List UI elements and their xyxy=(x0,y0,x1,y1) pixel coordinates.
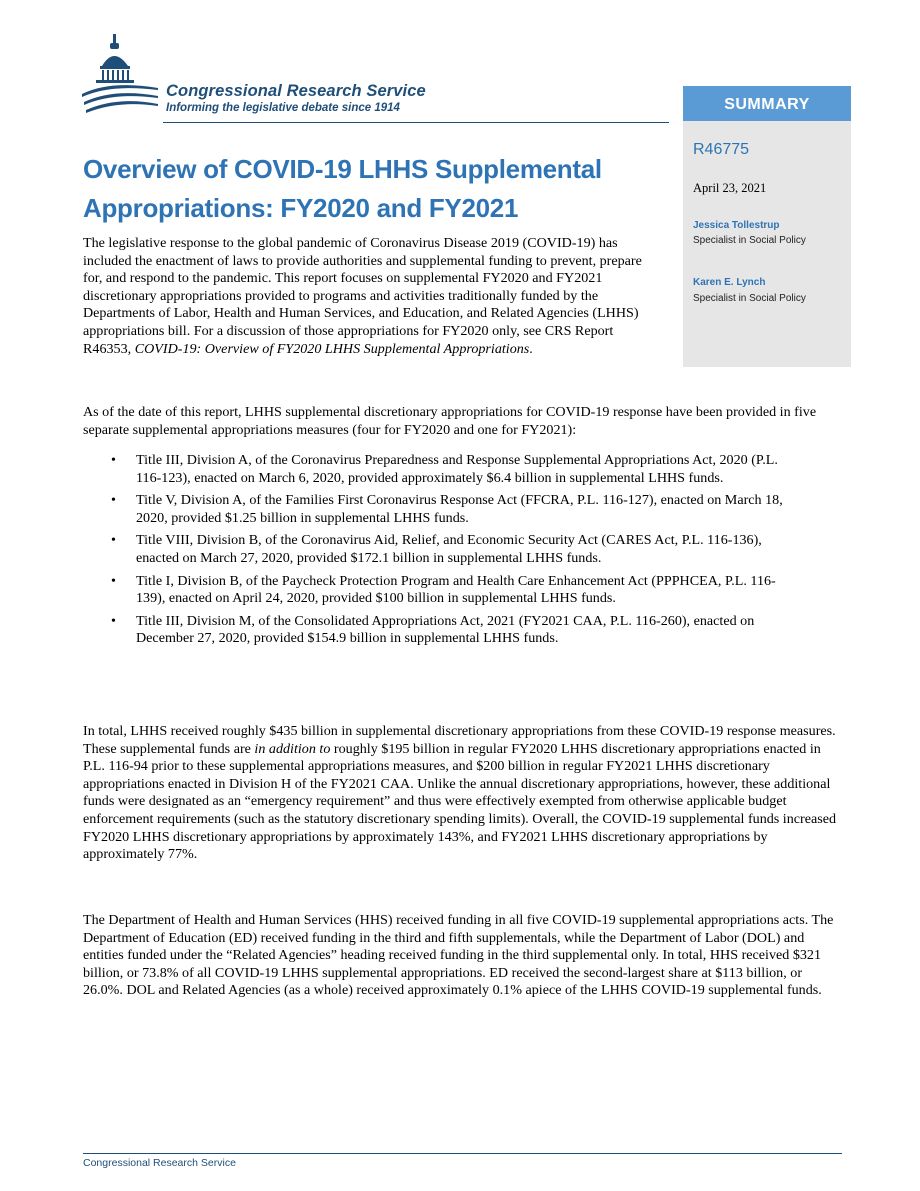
footer-divider xyxy=(83,1153,842,1154)
list-item: • Title V, Division A, of the Families First Coronavirus Response Act (FFCRA, P.L. 116-127), enacted on March 18, 2020, provided $1.25 billion in supplemental LHHS funds. xyxy=(111,492,791,527)
author-title: Specialist in Social Policy xyxy=(693,293,806,304)
list-item: • Title I, Division B, of the Paycheck Protection Program and Health Care Enhancement Act (PPPHCEA, P.L. 116-139), enacted on April 24, 2020, provided $100 billion in supplemental LHHS funds. xyxy=(111,573,791,608)
summary-heading: SUMMARY xyxy=(683,86,851,121)
measures-paragraph: As of the date of this report, LHHS supplemental discretionary appropriations for COVID-19 response have been provided in five separate supplemental appropriations measures (four for FY2020 and one for FY2021): xyxy=(83,404,817,438)
emphasis-text: in addition to xyxy=(254,740,331,757)
intro-paragraph: The legislative response to the global pandemic of Coronavirus Disease 2019 (COVID-19) has included the enactment of laws to provide authorities and supplemental funding to prevent, prepare for, and respond to the pandemic. This report focuses on supplemental FY2020 and FY2021 discretionary appropriations provided to programs and activities traditionally funded by the Departments of Labor, Health and Human Services, and Education, and Related Agencies (LHHS) appropriations bill. For a discussion of those appropriations for FY2020 only, see CRS Report R46353, COVID-19: Overview of FY2020 LHHS Supplemental Appropriations. xyxy=(83,235,642,357)
report-title-citation: COVID-19: Overview of FY2020 LHHS Supplemental Appropriations xyxy=(134,340,530,357)
header-divider xyxy=(163,122,669,123)
capitol-dome-icon xyxy=(80,32,160,122)
author-name: Karen E. Lynch xyxy=(693,277,766,288)
footer-org-name: Congressional Research Service xyxy=(83,1157,236,1169)
totals-paragraph: In total, LHHS received roughly $435 billion in supplemental discretionary appropriations from these COVID-19 response measures. These supplemental funds are in addition to roughly $195 billion in regular FY2020 LHHS discretionary appropriations enacted in P.L. 116-94 prior to these supplemental appropriations measures, and $200 billion in regular FY2021 LHHS discretionary appropriations enacted in Division H of the FY2021 CAA. Unlike the annual discretionary appropriations, however, these additional funds were designated as an “emergency requirement” and thus were effectively exempted from otherwise applicable budget enforcement requirements (such as the statutory discretionary spending limits). Overall, the COVID-19 supplemental funds increased FY2020 LHHS discretionary appropriations by approximately 143%, and FY2021 LHHS discretionary appropriations by approximately 77%. xyxy=(83,723,837,863)
author-title: Specialist in Social Policy xyxy=(693,235,806,246)
list-item: • Title VIII, Division B, of the Coronavirus Aid, Relief, and Economic Security Act (CARES Act, P.L. 116-136), enacted on March 27, 2020, provided $172.1 billion in supplemental LHHS funds. xyxy=(111,532,791,567)
page-title: Overview of COVID-19 LHHS Supplemental Appropriations: FY2020 and FY2021 xyxy=(83,154,602,223)
summary-sidebar xyxy=(683,86,851,367)
org-name: Congressional Research Service xyxy=(166,82,426,100)
org-tagline: Informing the legislative debate since 1914 xyxy=(166,102,400,114)
report-date: April 23, 2021 xyxy=(693,181,767,195)
report-number: R46775 xyxy=(693,141,750,158)
list-item: • Title III, Division M, of the Consolidated Appropriations Act, 2021 (FY2021 CAA, P.L. 116-260), enacted on December 27, 2020, provided $154.9 billion in supplemental LHHS funds. xyxy=(111,613,791,648)
department-paragraph: The Department of Health and Human Services (HHS) received funding in all five COVID-19 supplemental appropriations acts. The Department of Education (ED) received funding in the third and fifth supplementals, while the Department of Labor (DOL) and entities funded under the “Related Agencies” heading received funding in the third supplemental only. In total, HHS received $321 billion, or 73.8% of all COVID-19 LHHS supplemental appropriations. ED received the second-largest share at $113 billion, or 26.0%. DOL and Related Agencies (as a whole) received approximately 0.1% apiece of the LHHS COVID-19 supplemental funds. xyxy=(83,912,834,999)
list-item: • Title III, Division A, of the Coronavirus Preparedness and Response Supplemental Appropriations Act, 2020 (P.L. 116-123), enacted on March 6, 2020, provided approximately $6.4 billion in supplemental LHHS funds. xyxy=(111,452,791,487)
measures-list xyxy=(111,452,791,653)
author-name: Jessica Tollestrup xyxy=(693,220,780,231)
